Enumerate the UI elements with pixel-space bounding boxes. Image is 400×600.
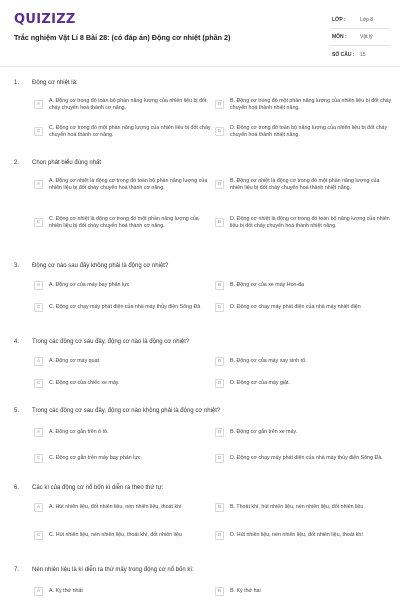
option-a[interactable] [34,281,212,290]
option-letter-badge: B [215,503,224,512]
option-b[interactable] [215,357,393,366]
option-text: D. Động cơ nhiệt là động cơ trong đó toàn bộ năng lượng của nhiên liệu bị đốt cháy chuyển hoá thành nhiệt năng. [230,216,390,229]
option-b[interactable] [215,428,393,437]
question-text: Các kì của động cơ nổ bốn kì diễn ra theo thứ tự: [32,485,164,491]
option-text: A. Động cơ nhiệt là động cơ trong đó toàn bộ phần năng lượng của nhiên liệu bị đốt cháy chuyển hoá thành cơ năng. [49,178,208,191]
option-text: D. Hút nhiên liệu, nén nhiên liệu, đốt nhiên liệu, thoát khí [230,532,363,539]
option-a[interactable] [34,357,212,366]
option-text: D. Động cơ của máy giặt. [230,380,290,387]
option-c[interactable] [34,531,212,540]
option-c[interactable] [34,303,212,312]
option-d[interactable] [215,531,393,540]
option-b[interactable] [215,587,393,596]
option-letter-badge: D [215,218,224,227]
meta-row-grade [330,12,390,29]
page-title: Trắc nghiệm Vật Lí 8 Bài 28: (có đáp án) Động cơ nhiệt (phần 2) [14,33,231,42]
question-text: Chọn phát biểu đúng nhất [32,160,102,166]
option-b[interactable] [215,98,393,112]
meta-label: LỚP : [332,17,346,23]
option-d[interactable] [215,379,393,388]
option-letter-badge: A [34,100,43,109]
option-text: D. Động cơ trong đó toàn bộ năng lượng của nhiên liệu bị đốt cháy chuyển hoá thành nhiệt năng. [230,125,388,138]
option-letter-badge: C [34,531,43,540]
option-b[interactable] [215,503,393,512]
option-text: C. Động cơ gắn trên máy bay phản lực. [49,455,142,462]
option-letter-badge: C [34,454,43,463]
option-text: C. Động cơ chạy máy phát điện của nhà máy thủy điện Sông Đà [49,304,201,311]
option-text: A. Động cơ máy quạt. [49,358,101,365]
option-letter-badge: A [34,587,43,596]
option-text: C. Động cơ nhiệt là động cơ trong đó một phần năng lượng của nhiên liệu bị đốt cháy chuyển hoá thành cơ năng. [49,216,199,229]
option-c[interactable] [34,454,212,463]
option-c[interactable] [34,216,212,230]
question-text: Động cơ nào sau đây không phải là động cơ nhiệt? [32,263,169,269]
option-text: A. Động cơ của máy bay phản lực [49,282,130,289]
option-letter-badge: A [34,503,43,512]
option-letter-badge: C [34,127,43,136]
option-letter-badge: C [34,303,43,312]
option-text: D. Động cơ chạy máy phát điện của nhà máy thủy điện Sông Đà. [230,455,383,462]
option-text: B. Thoát khí, hút nhiên liệu, nén nhiên liệu, đốt nhiên liệu [230,504,364,511]
quizizz-logo: QUIZIZZ [14,12,76,27]
question-number: 1. [14,80,20,86]
option-d[interactable] [215,303,393,312]
question-text: Trong các động cơ sau đây, động cơ nào không phải là động cơ nhiệt? [32,408,221,414]
option-letter-badge: A [34,281,43,290]
option-letter-badge: C [34,218,43,227]
option-a[interactable] [34,98,212,112]
option-a[interactable] [34,587,212,596]
option-text: B. Kỳ thứ hai [230,588,261,595]
option-text: B. Động cơ của xe máy Hon-đa [230,282,305,289]
meta-box [330,12,390,63]
option-text: B. Động cơ nhiệt là động cơ trong đó một phần năng lượng của nhiên liệu bị đốt cháy chuyển hoá thành nhiệt năng. [230,178,380,191]
question-text: Trong các động cơ sau đây, động cơ nào là động cơ nhiệt? [32,339,190,345]
option-b[interactable] [215,178,393,192]
option-letter-badge: A [34,180,43,189]
meta-value: 15 [360,51,366,58]
option-a[interactable] [34,178,212,192]
option-letter-badge: B [215,587,224,596]
option-d[interactable] [215,216,393,230]
option-d[interactable] [215,125,393,139]
question-text: Động cơ nhiệt là: [32,80,78,86]
option-letter-badge: B [215,357,224,366]
option-d[interactable] [215,454,393,463]
option-c[interactable] [34,125,212,139]
option-text: B. Động cơ gắn trên xe máy. [230,429,298,436]
option-c[interactable] [34,379,212,388]
option-letter-badge: D [215,531,224,540]
worksheet-header [0,0,400,66]
question-number: 7. [14,567,20,573]
option-letter-badge: D [215,379,224,388]
option-letter-badge: A [34,428,43,437]
option-text: A. Kỳ thứ nhất [49,588,83,595]
meta-row-count [330,46,390,63]
option-letter-badge: B [215,180,224,189]
question-number: 2. [14,160,20,166]
meta-row-subject [330,29,390,46]
option-a[interactable] [34,428,212,437]
option-letter-badge: B [215,281,224,290]
question-text: Nén nhiên liệu là kì diễn ra thứ mấy trong động cơ nổ bốn kì: [32,567,194,573]
meta-value: Vật lý [360,34,373,40]
option-b[interactable] [215,281,393,290]
option-letter-badge: C [34,379,43,388]
option-letter-badge: A [34,357,43,366]
option-letter-badge: B [215,100,224,109]
option-text: A. Động cơ trong đó toàn bộ phần năng lượng của nhiên liệu bị đốt cháy chuyển hoá thành cơ năng. [49,98,207,111]
option-text: A. Hút nhiên liệu, đốt nhiên liệu, nén nhiên liệu, thoát khí [49,504,182,511]
option-letter-badge: D [215,454,224,463]
option-text: B. Động cơ trong đó một phần năng lượng của nhiên liệu bị đốt cháy chuyển hoá thành nhiệt năng. [230,98,392,111]
question-number: 3. [14,263,20,269]
header-divider [0,66,400,67]
question-number: 4. [14,339,20,345]
question-number: 6. [14,485,20,491]
option-letter-badge: D [215,127,224,136]
option-letter-badge: D [215,303,224,312]
option-text: A. Động cơ gắn trên ô tô. [49,429,109,436]
option-text: C. Hút nhiên liệu, nén nhiên liệu, thoát khí, đốt nhiên liệu [49,532,182,539]
option-text: C. Động cơ của chiếc xe máy. [49,380,120,387]
option-text: C. Động cơ trong đó một phần năng lượng của nhiên liệu bị đốt cháy chuyển hoá thành cơ năng. [49,125,211,138]
option-a[interactable] [34,503,212,512]
meta-label: MÔN : [332,34,347,40]
question-number: 5. [14,408,20,414]
option-text: B. Động cơ của máy xay sinh tố. [230,358,307,365]
option-letter-badge: B [215,428,224,437]
meta-label: SỐ CÂU : [332,51,355,58]
option-text: D. Động cơ chạy máy phát điện của nhà máy nhiệt điện [230,304,361,311]
meta-value: Lớp 8 [360,17,374,23]
